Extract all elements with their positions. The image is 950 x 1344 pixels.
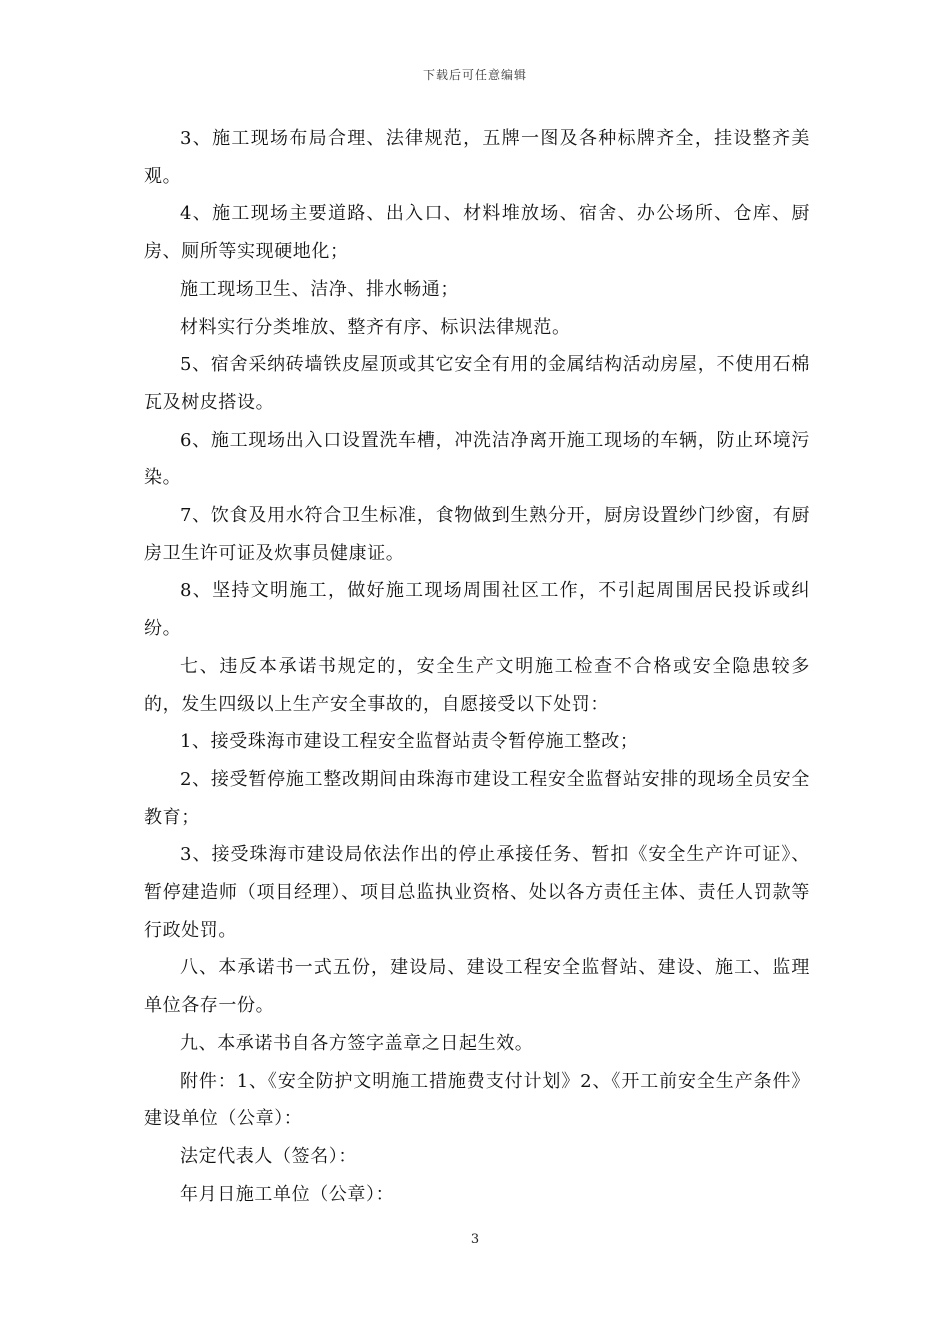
page-number: 3 bbox=[470, 1232, 480, 1247]
paragraph-attachments: 附件：1、《安全防护文明施工措施费支付计划》2、《开工前安全生产条件》建设单位（公章）： bbox=[144, 1070, 810, 1130]
paragraph-contractor-seal: 年月日施工单位（公章）： bbox=[180, 1183, 395, 1205]
paragraph-penalty-1: 1、接受珠海市建设工程安全监督站责令暂停施工整改； bbox=[180, 731, 639, 753]
paragraph-item-8: 8、坚持文明施工，做好施工现场周围社区工作，不引起周围居民投诉或纠纷。 bbox=[144, 580, 810, 640]
paragraph-item-4: 4、施工现场主要道路、出入口、材料堆放场、宿舍、办公场所、仓库、厨房、厕所等实现硬地化； bbox=[144, 203, 810, 263]
paragraph-penalty-2: 2、接受暂停施工整改期间由珠海市建设工程安全监督站安排的现场全员安全教育； bbox=[144, 768, 810, 828]
paragraph-section-8: 八、本承诺书一式五份，建设局、建设工程安全监督站、建设、施工、监理单位各存一份。 bbox=[144, 957, 810, 1017]
paragraph-section-7: 七、违反本承诺书规定的，安全生产文明施工检查不合格或安全隐患较多的，发生四级以上生产安全事故的，自愿接受以下处罚： bbox=[144, 655, 810, 715]
paragraph-section-9: 九、本承诺书自各方签字盖章之日起生效。 bbox=[180, 1032, 534, 1054]
paragraph-item-7: 7、饮食及用水符合卫生标准，食物做到生熟分开，厨房设置纱门纱窗，有厨房卫生许可证及炊事员健康证。 bbox=[144, 505, 810, 564]
paragraph-item-5: 5、宿舍采纳砖墙铁皮屋顶或其它安全有用的金属结构活动房屋，不使用石棉瓦及树皮搭设。 bbox=[144, 354, 810, 413]
document-body bbox=[144, 120, 810, 1213]
paragraph-legal-rep: 法定代表人（签名）： bbox=[180, 1145, 357, 1167]
paragraph-penalty-3: 3、接受珠海市建设局依法作出的停止承接任务、暂扣《安全生产许可证》、暂停建造师（项目经理）、项目总监执业资格、处以各方责任主体、责任人罚款等行政处罚。 bbox=[144, 844, 810, 941]
paragraph-item-3: 3、施工现场布局合理、法律规范，五牌一图及各种标牌齐全，挂设整齐美观。 bbox=[144, 128, 810, 187]
paragraph-materials: 材料实行分类堆放、整齐有序、标识法律规范。 bbox=[180, 316, 571, 338]
paragraph-hygiene: 施工现场卫生、洁净、排水畅通； bbox=[180, 278, 459, 300]
paragraph-item-6: 6、施工现场出入口设置洗车槽，冲洗洁净离开施工现场的车辆，防止环境污染。 bbox=[144, 429, 810, 489]
page-header: 下载后可任意编辑 bbox=[422, 68, 527, 82]
